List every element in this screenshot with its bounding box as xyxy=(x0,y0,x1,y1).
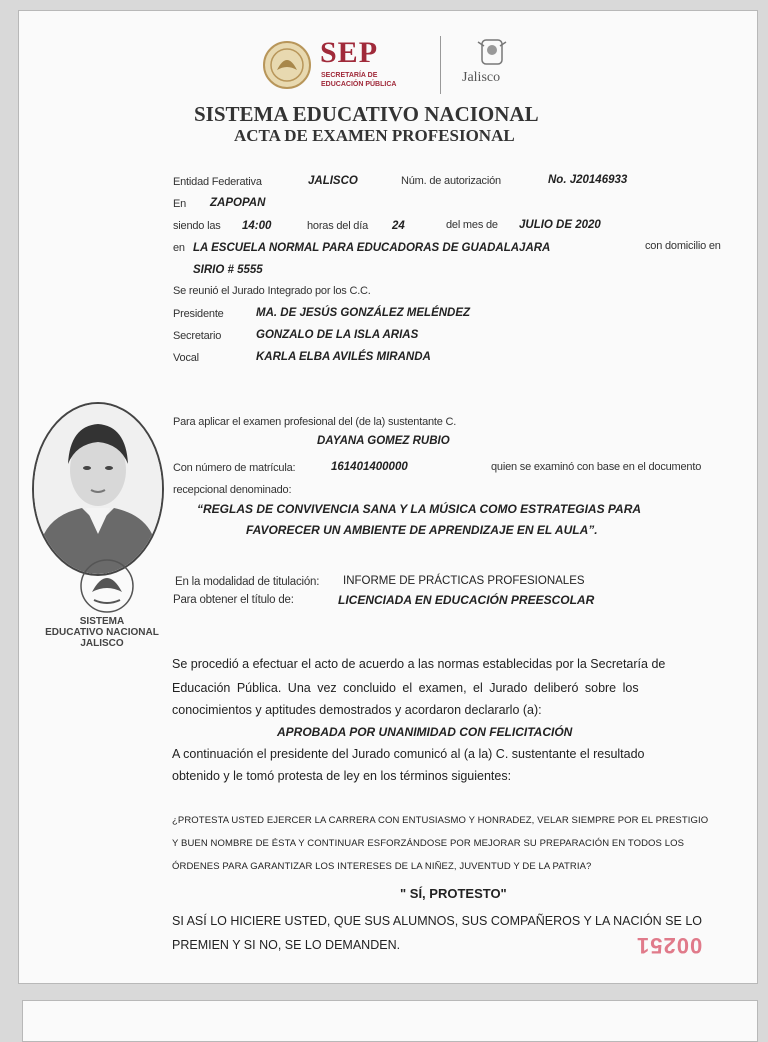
matricula-value: 161401400000 xyxy=(331,461,408,473)
en2-label: en xyxy=(173,242,185,254)
seal-line-1: SISTEMA xyxy=(79,616,125,627)
next-page-edge xyxy=(22,1000,758,1042)
titulo-value: LICENCIADA EN EDUCACIÓN PREESCOLAR xyxy=(338,593,595,607)
autorizacion-label: Núm. de autorización xyxy=(401,175,501,187)
cierre-line-1: SI ASÍ LO HICIERE USTED, QUE SUS ALUMNOS, SUS COMPAÑEROS Y LA NACIÓN SE LO xyxy=(172,914,703,928)
modalidad-label: En la modalidad de titulación: xyxy=(175,576,320,588)
autorizacion-value: No. J20146933 xyxy=(548,174,628,186)
continuacion-line-1: A continuación el presidente del Jurado comunicó al (a la) C. sustentante el resultado xyxy=(172,747,645,761)
sep-logo-subtitle-2: EDUCACIÓN PÚBLICA xyxy=(321,81,397,88)
domicilio-label: con domicilio en xyxy=(645,240,721,252)
recepcional-label: recepcional denominado: xyxy=(173,484,292,496)
entidad-label: Entidad Federativa xyxy=(173,176,262,188)
jurado-label: Se reunió el Jurado Integrado por los C.C. xyxy=(173,285,371,297)
documento-line-2: FAVORECER UN AMBIENTE DE APRENDIZAJE EN EL AULA”. xyxy=(246,523,598,537)
sep-eagle-seal-icon xyxy=(262,40,312,95)
protesta-line-2: Y BUEN NOMBRE DE ÉSTA Y CONTINUAR ESFORZÁNDOSE POR MEJORAR SU PREPARACIÓN EN TODOS LOS xyxy=(172,838,685,849)
presidente-label: Presidente xyxy=(173,308,224,320)
escuela-value: LA ESCUELA NORMAL PARA EDUCADORAS DE GUADALAJARA xyxy=(193,242,551,254)
jalisco-crest-icon xyxy=(474,36,510,73)
procedio-line-3: conocimientos y aptitudes demostrados y acordaron declararlo (a): xyxy=(172,703,542,717)
si-protesto: " SÍ, PROTESTO" xyxy=(400,886,507,901)
en-value: ZAPOPAN xyxy=(210,197,266,209)
en-label: En xyxy=(173,198,187,210)
domicilio-value: SIRIO # 5555 xyxy=(193,264,263,276)
sep-logo-subtitle-1: SECRETARÍA DE xyxy=(321,72,378,79)
logo-divider xyxy=(440,36,441,94)
protesta-line-3: ÓRDENES PARA GARANTIZAR LOS INTERESES DE LA NIÑEZ, JUVENTUD Y DE LA PATRIA? xyxy=(172,861,592,872)
entidad-value: JALISCO xyxy=(308,175,358,187)
seal-line-2: EDUCATIVO NACIONAL xyxy=(45,627,159,638)
jalisco-logo-text: Jalisco xyxy=(462,70,501,85)
procedio-line-2: Educación Pública. Una vez concluido el examen, el Jurado deliberó sobre los xyxy=(172,681,639,695)
document-title: SISTEMA EDUCATIVO NACIONAL xyxy=(194,102,539,126)
secretario-label: Secretario xyxy=(173,330,222,342)
mes-label: del mes de xyxy=(446,219,498,231)
sep-logo-text: SEP xyxy=(320,36,379,69)
resultado-value: APROBADA POR UNANIMIDAD CON FELICITACIÓN xyxy=(277,725,573,739)
hora-value: 14:00 xyxy=(242,220,272,232)
modalidad-value: INFORME DE PRÁCTICAS PROFESIONALES xyxy=(343,575,585,587)
presidente-value: MA. DE JESÚS GONZÁLEZ MELÉNDEZ xyxy=(256,307,471,319)
vocal-value: KARLA ELBA AVILÉS MIRANDA xyxy=(256,351,431,363)
student-photo xyxy=(32,402,164,576)
titulo-label: Para obtener el título de: xyxy=(173,594,294,606)
document-subtitle: ACTA DE EXAMEN PROFESIONAL xyxy=(234,126,515,145)
continuacion-line-2: obtenido y le tomó protesta de ley en los términos siguientes: xyxy=(172,769,512,783)
dia-value: 24 xyxy=(392,220,405,232)
horas-label: horas del día xyxy=(307,220,368,232)
secretario-value: GONZALO DE LA ISLA ARIAS xyxy=(256,329,419,341)
examino-label: quien se examinó con base en el documento xyxy=(491,461,702,473)
vocal-label: Vocal xyxy=(173,352,199,364)
mes-value: JULIO DE 2020 xyxy=(519,219,601,231)
aplicar-label: Para aplicar el examen profesional del (de la) sustentante C. xyxy=(173,416,457,428)
documento-line-1: “REGLAS DE CONVIVENCIA SANA Y LA MÚSICA COMO ESTRATEGIAS PARA xyxy=(197,502,642,516)
sustentante-value: DAYANA GOMEZ RUBIO xyxy=(317,435,450,447)
cierre-line-2: PREMIEN Y SI NO, SE LO DEMANDEN. xyxy=(172,938,401,952)
protesta-line-1: ¿PROTESTA USTED EJERCER LA CARRERA CON ENTUSIASMO Y HONRADEZ, VELAR SIEMPRE POR EL PRESTIGIO xyxy=(172,815,709,826)
folio-number: 00251 xyxy=(636,933,703,958)
official-seal-icon xyxy=(72,556,142,621)
procedio-line-1: Se procedió a efectuar el acto de acuerdo a las normas establecidas por la Secretaría de xyxy=(172,657,666,671)
siendo-label: siendo las xyxy=(173,220,221,232)
seal-label xyxy=(40,616,164,649)
matricula-label: Con número de matrícula: xyxy=(173,462,296,474)
seal-line-3: JALISCO xyxy=(80,638,124,649)
